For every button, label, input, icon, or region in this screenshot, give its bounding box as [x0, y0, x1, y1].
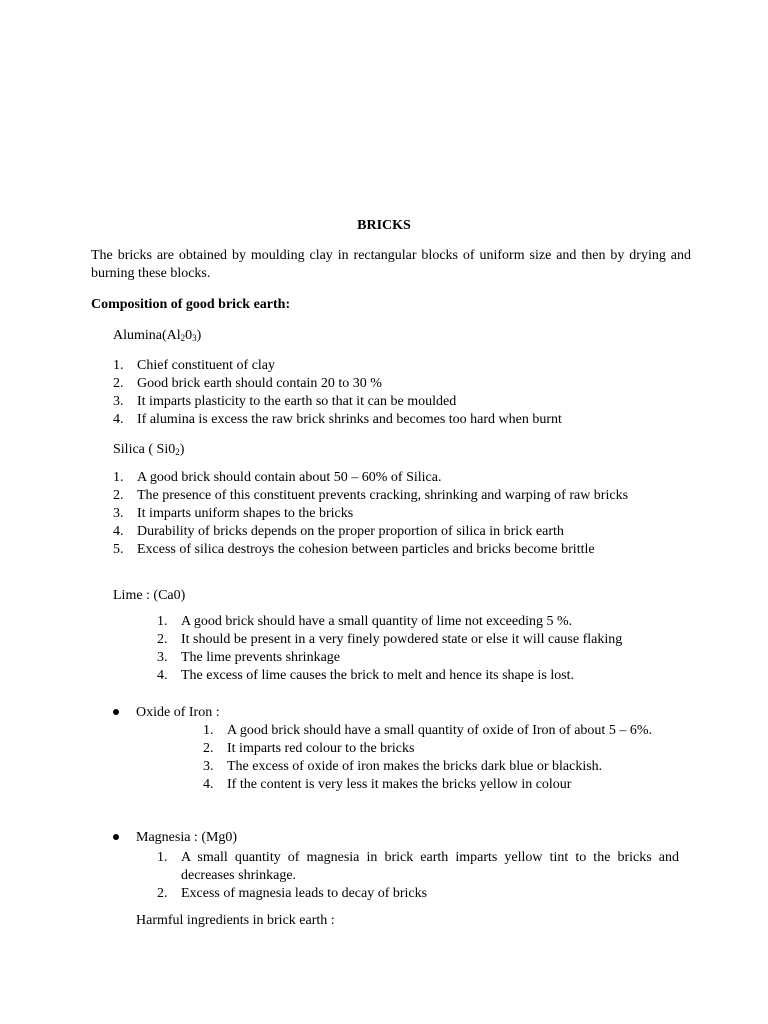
- silica-heading: [113, 441, 184, 459]
- lime-list: [157, 613, 681, 685]
- alumina-sub-3: 3: [192, 333, 197, 343]
- document-title: BRICKS: [357, 218, 411, 233]
- list-item: 2. It should be present in a very finely powdered state or else it will cause flaking: [157, 632, 623, 647]
- silica-list: [113, 469, 717, 559]
- list-item: 3. The lime prevents shrinkage: [157, 650, 341, 665]
- list-item: 3. The excess of oxide of iron makes the bricks dark blue or blackish.: [203, 759, 603, 774]
- list-item: 3. It imparts plasticity to the earth so that it can be moulded: [113, 394, 457, 409]
- list-item: 3. It imparts uniform shapes to the bricks: [113, 506, 354, 521]
- list-item: 1. A good brick should have a small quantity of lime not exceeding 5 %.: [157, 614, 573, 629]
- list-item: 1. A small quantity of magnesia in brick earth imparts yellow tint to the bricks and decreases shrinkage.: [157, 850, 679, 883]
- list-item: 1. A good brick should contain about 50 – 60% of Silica.: [113, 470, 442, 485]
- alumina-label-mid: 0: [185, 328, 193, 343]
- alumina-label-main: Alumina(Al: [113, 328, 181, 343]
- list-item: 1. Chief constituent of clay: [113, 358, 276, 373]
- magnesia-list: [157, 849, 679, 903]
- list-item: 2. Excess of magnesia leads to decay of bricks: [157, 886, 428, 901]
- list-item: 2. The presence of this constituent prevents cracking, shrinking and warping of raw bricks: [113, 488, 629, 503]
- silica-sub-2: 2: [175, 447, 180, 457]
- alumina-sub-2: 2: [180, 333, 186, 343]
- intro-paragraph: The bricks are obtained by moulding clay in rectangular blocks of uniform size and then by drying and burning these blocks.: [91, 248, 691, 281]
- list-item: 5. Excess of silica destroys the cohesion between particles and bricks become brittle: [113, 542, 595, 557]
- lime-heading: Lime : (Ca0): [113, 588, 186, 603]
- list-item: 2. Good brick earth should contain 20 to 30 %: [113, 376, 382, 391]
- harmful-ingredients-heading: Harmful ingredients in brick earth :: [136, 913, 335, 928]
- list-item: 4. If the content is very less it makes the bricks yellow in colour: [203, 777, 572, 792]
- bullet-icon: [113, 709, 119, 715]
- silica-label-end: ): [179, 442, 185, 457]
- list-item: 1. A good brick should have a small quantity of oxide of Iron of about 5 – 6%.: [203, 723, 652, 738]
- list-item: 4. If alumina is excess the raw brick shrinks and becomes too hard when burnt: [113, 412, 562, 427]
- magnesia-heading: Magnesia : (Mg0): [136, 830, 238, 845]
- bullet-icon: [113, 834, 119, 840]
- list-item: 4. Durability of bricks depends on the proper proportion of silica in brick earth: [113, 524, 564, 539]
- alumina-list: [113, 357, 697, 429]
- silica-label-main: Silica ( Si0: [113, 442, 176, 457]
- list-item: 4. The excess of lime causes the brick to melt and hence its shape is lost.: [157, 668, 575, 683]
- composition-heading: Composition of good brick earth:: [91, 297, 291, 312]
- iron-list: [203, 722, 679, 794]
- iron-heading: Oxide of Iron :: [136, 705, 220, 720]
- list-item: 2. It imparts red colour to the bricks: [203, 741, 415, 756]
- alumina-label-end: ): [196, 328, 202, 343]
- alumina-heading: [113, 327, 201, 345]
